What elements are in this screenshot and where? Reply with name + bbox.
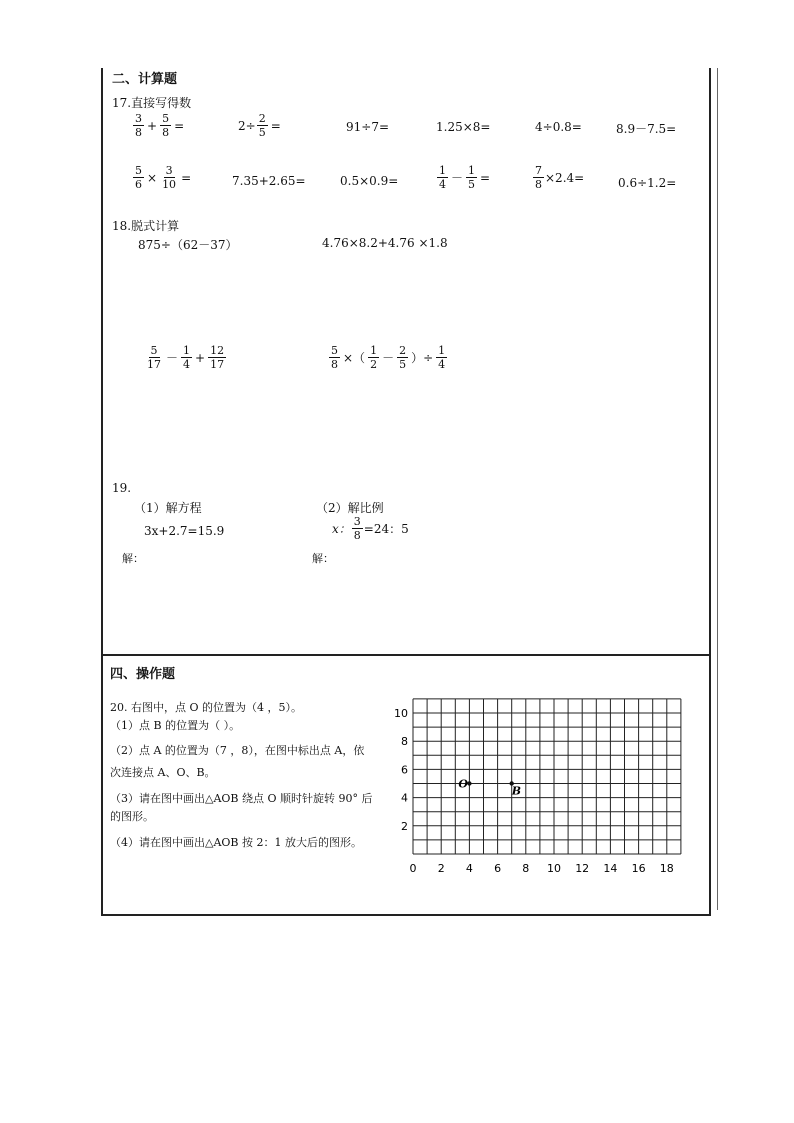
q17-r1-e1: $\frac{3}{8}$ + $\frac{5}{8}$ = [135, 112, 185, 139]
frame-far-right-line [717, 68, 718, 910]
q17-r2-e5: $\frac{7}{8}$ ×2.4= [535, 164, 585, 191]
q18-e2: 4.76×8.2+4.76 ×1.8 [322, 236, 448, 250]
x-tick-label: 12 [575, 862, 590, 875]
q19-p1-solution: 解： [122, 552, 144, 565]
section-divider [101, 654, 711, 656]
fraction: $\frac{5}{8}$ [331, 344, 338, 371]
section-title-calc: 二、计算题 [112, 72, 178, 87]
q17-r2-e3: 0.5×0.9= [340, 174, 399, 188]
x-tick-label: 8 [522, 862, 530, 875]
q17-r1-e2: 2÷ $\frac{2}{5}$ = [238, 112, 281, 139]
fraction: $\frac{12}{17}$ [210, 344, 225, 371]
q20-p3a: （3）请在图中画出△AOB 绕点 O 顺时针旋转 90° 后 [110, 792, 373, 805]
x-tick-label: 10 [547, 862, 561, 875]
q17-r1-e3: 91÷7= [346, 120, 390, 134]
fraction: $\frac{3}{10}$ [162, 164, 177, 191]
frame-bottom-border [101, 914, 711, 916]
q20-p1: （1）点 B 的位置为（ ）。 [110, 719, 241, 732]
q20-p2b: 次连接点 A、O、B。 [110, 766, 216, 779]
q17-r1-e6: 8.9－7.5= [616, 122, 677, 136]
q18-e1: 875÷（62－37） [138, 238, 238, 252]
fraction: $\frac{2}{5}$ [399, 344, 407, 371]
frame-left-border [101, 68, 103, 916]
q17-r2-e4: $\frac{1}{4}$ － $\frac{1}{5}$ = [439, 164, 491, 191]
coordinate-grid [396, 700, 696, 880]
fraction: $\frac{5}{6}$ [135, 164, 142, 191]
q19-p2-label: （2）解比例 [316, 501, 384, 515]
fraction: $\frac{1}{5}$ [468, 164, 476, 191]
q19-p1-equation: 3x+2.7=15.9 [144, 524, 225, 538]
fraction: $\frac{3}{8}$ [353, 515, 361, 542]
fraction: $\frac{3}{8}$ [135, 112, 142, 139]
x-tick-label: 2 [437, 862, 445, 875]
y-tick-label: 6 [401, 763, 408, 777]
q20-intro: 20. 右图中，点 O 的位置为（4 ，5）。 [110, 701, 302, 714]
y-tick-label: 4 [401, 791, 408, 805]
q18-e3: $\frac{5}{17}$ － $\frac{1}{4}$ + $\frac{12}{17}$ [147, 344, 225, 371]
y-tick-label: 8 [401, 735, 408, 749]
q17-r1-e5: 4÷0.8= [535, 120, 582, 134]
x-tick-label: 4 [465, 862, 473, 875]
q19-label: 19. [112, 481, 132, 495]
section-title-operation: 四、操作题 [110, 667, 176, 682]
fraction: $\frac{7}{8}$ [535, 164, 542, 191]
fraction: $\frac{5}{17}$ [147, 344, 161, 371]
fraction: $\frac{1}{4}$ [183, 344, 191, 371]
fraction: $\frac{5}{8}$ [162, 112, 170, 139]
q19-p2-solution: 解： [312, 552, 334, 565]
q17-r1-e4: 1.25×8= [436, 120, 491, 134]
q19-p2-equation: x： $\frac{3}{8}$ =24：5 [332, 515, 409, 542]
frame-right-border [709, 68, 711, 916]
y-tick-label: 2 [401, 819, 408, 833]
x-tick-label: 14 [603, 862, 618, 875]
q20-p3b: 的图形。 [110, 810, 154, 823]
q20-p2a: （2）点 A 的位置为（7 ，8），在图中标出点 A，依 [110, 744, 365, 757]
q18-e4: $\frac{5}{8}$ ×（ $\frac{1}{2}$ － $\frac{2}{5}$ ）÷ $\frac{1}{4}$ [331, 344, 446, 371]
fraction: $\frac{1}{4}$ [438, 344, 446, 371]
y-tick-label: 10 [394, 707, 408, 720]
q20-p4: （4）请在图中画出△AOB 按 2：1 放大后的图形。 [110, 836, 362, 849]
x-tick-label: 0 [409, 862, 417, 875]
q18-label: 18.脱式计算 [112, 219, 180, 233]
point-label-O: O [458, 777, 468, 791]
q17-r2-e1: $\frac{5}{6}$ × $\frac{3}{10}$ = [135, 164, 192, 191]
q17-label: 17.直接写得数 [112, 96, 192, 110]
x-tick-label: 18 [659, 862, 674, 875]
q19-p1-label: （1）解方程 [134, 501, 202, 515]
x-tick-label: 6 [494, 862, 502, 875]
fraction: $\frac{2}{5}$ [258, 112, 266, 139]
fraction: $\frac{1}{2}$ [370, 344, 378, 371]
q17-r2-e6: 0.6÷1.2= [618, 176, 677, 190]
q17-r2-e2: 7.35+2.65= [232, 174, 306, 188]
fraction: $\frac{1}{4}$ [439, 164, 446, 191]
x-tick-label: 16 [631, 862, 646, 875]
point-label-B: B [511, 784, 522, 798]
